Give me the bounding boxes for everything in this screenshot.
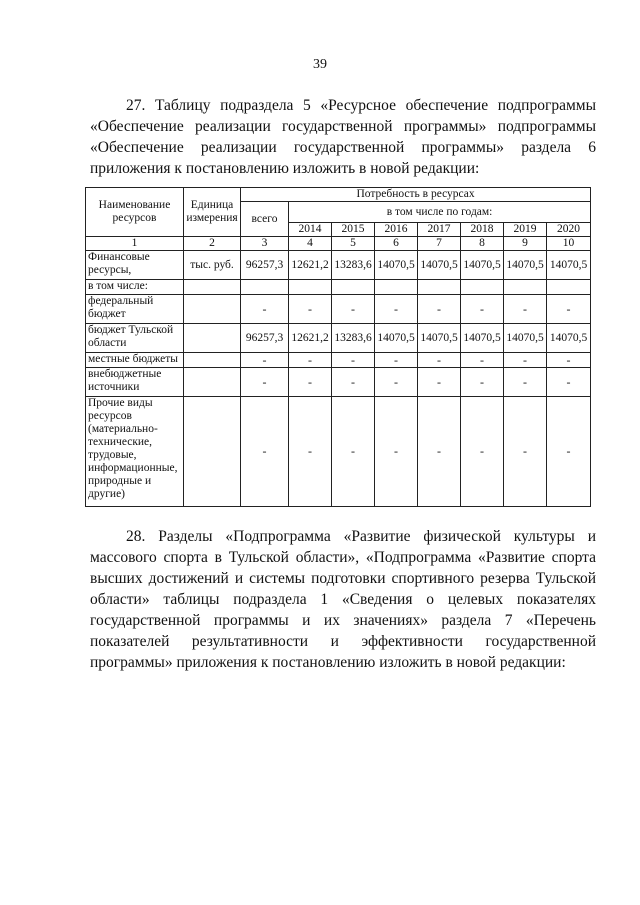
row-name: внебюджетные источники [86, 368, 184, 397]
row-value: - [289, 368, 332, 397]
row-value: - [332, 295, 375, 324]
column-number: 5 [332, 237, 375, 251]
row-value: 14070,5 [504, 324, 547, 353]
column-number: 9 [504, 237, 547, 251]
column-number: 3 [241, 237, 289, 251]
row-value: 96257,3 [241, 251, 289, 280]
header-name: Наименование ресурсов [86, 188, 184, 237]
header-need: Потребность в ресурсах [241, 188, 591, 202]
paragraph-line: области» таблицы подраздела 1 «Сведения о целевых показателях [90, 591, 596, 608]
row-value: - [241, 353, 289, 368]
paragraph-line: показателей результативности и эффективности государственной [90, 633, 596, 650]
row-value: - [289, 295, 332, 324]
row-value [241, 280, 289, 295]
header-total: всего [241, 202, 289, 237]
paragraph-line: «Обеспечение реализации государственной программы» подпрограммы [90, 118, 596, 135]
row-value: 14070,5 [461, 251, 504, 280]
header-year: 2019 [504, 223, 547, 237]
header-year: 2020 [547, 223, 591, 237]
row-value: - [504, 397, 547, 507]
row-name: в том числе: [86, 280, 184, 295]
row-value: - [418, 368, 461, 397]
table-row [86, 324, 591, 353]
table-row [86, 397, 591, 507]
row-value: - [375, 397, 418, 507]
resource-table [85, 187, 591, 507]
row-value: 12621,2 [289, 251, 332, 280]
page-number: 39 [313, 57, 327, 72]
row-value: - [547, 368, 591, 397]
row-value: - [461, 353, 504, 368]
column-number: 10 [547, 237, 591, 251]
column-number-row [86, 237, 591, 251]
row-value: 13283,6 [332, 251, 375, 280]
row-value: - [418, 353, 461, 368]
table-row [86, 280, 591, 295]
row-value: - [418, 295, 461, 324]
paragraph-line: «Обеспечение реализации государственной программы» раздела 6 [90, 139, 596, 156]
paragraph-line: высших достижений и системы подготовки спортивного резерва Тульской [90, 570, 596, 587]
row-name: федеральный бюджет [86, 295, 184, 324]
row-value: - [289, 397, 332, 507]
row-unit: тыс. руб. [184, 251, 241, 280]
row-value: - [375, 353, 418, 368]
table-row [86, 368, 591, 397]
row-value [332, 280, 375, 295]
row-value: 12621,2 [289, 324, 332, 353]
header-year: 2015 [332, 223, 375, 237]
row-value: - [375, 295, 418, 324]
row-unit [184, 353, 241, 368]
paragraph-line: приложения к постановлению изложить в новой редакции: [90, 160, 480, 177]
row-value: - [504, 368, 547, 397]
row-value: - [241, 368, 289, 397]
row-value: 14070,5 [418, 324, 461, 353]
row-value [461, 280, 504, 295]
row-name: Финансовые ресурсы, [86, 251, 184, 280]
column-number: 2 [184, 237, 241, 251]
row-value: - [332, 397, 375, 507]
table-row [86, 295, 591, 324]
row-value: 14070,5 [547, 251, 591, 280]
paragraph-line: массового спорта в Тульской области», «Подпрограмма «Развитие спорта [90, 549, 596, 566]
header-by-years: в том числе по годам: [289, 202, 591, 223]
row-value: - [504, 295, 547, 324]
table-row [86, 251, 591, 280]
paragraph-line: 28. Разделы «Подпрограмма «Развитие физической культуры и [126, 528, 596, 545]
row-value: - [461, 397, 504, 507]
row-name: местные бюджеты [86, 353, 184, 368]
row-value: - [547, 397, 591, 507]
paragraph-28 [90, 526, 596, 673]
row-value: 14070,5 [547, 324, 591, 353]
row-value: - [241, 295, 289, 324]
row-value: 14070,5 [418, 251, 461, 280]
row-value [375, 280, 418, 295]
row-value: 14070,5 [375, 251, 418, 280]
row-unit [184, 368, 241, 397]
column-number: 8 [461, 237, 504, 251]
row-value: - [289, 353, 332, 368]
row-value: 96257,3 [241, 324, 289, 353]
row-value: - [504, 353, 547, 368]
header-year: 2014 [289, 223, 332, 237]
row-value [289, 280, 332, 295]
row-value: - [547, 353, 591, 368]
row-unit [184, 397, 241, 507]
row-value: - [241, 397, 289, 507]
row-value: - [547, 295, 591, 324]
header-unit: Единица измерения [184, 188, 241, 237]
header-year: 2017 [418, 223, 461, 237]
row-value: 13283,6 [332, 324, 375, 353]
paragraph-line: государственной программы и их значениях» раздела 7 «Перечень [90, 612, 596, 629]
paragraph-line: программы» приложения к постановлению изложить в новой редакции: [90, 654, 566, 671]
column-number: 1 [86, 237, 184, 251]
row-value: - [461, 295, 504, 324]
column-number: 7 [418, 237, 461, 251]
table-row [86, 353, 591, 368]
row-value: 14070,5 [461, 324, 504, 353]
row-name: бюджет Тульской области [86, 324, 184, 353]
column-number: 4 [289, 237, 332, 251]
row-value [547, 280, 591, 295]
header-year: 2016 [375, 223, 418, 237]
row-value [504, 280, 547, 295]
row-value: - [461, 368, 504, 397]
row-value: - [332, 353, 375, 368]
row-value: - [418, 397, 461, 507]
paragraph-27 [90, 95, 596, 179]
row-unit [184, 295, 241, 324]
column-number: 6 [375, 237, 418, 251]
header-year: 2018 [461, 223, 504, 237]
row-value: 14070,5 [504, 251, 547, 280]
row-value: - [375, 368, 418, 397]
row-value [418, 280, 461, 295]
row-name: Прочие виды ресурсов (материально-технические, трудовые, информационные, природные и другие) [86, 397, 184, 507]
row-value: - [332, 368, 375, 397]
row-unit [184, 280, 241, 295]
paragraph-line: 27. Таблицу подраздела 5 «Ресурсное обеспечение подпрограммы [126, 97, 596, 114]
row-value: 14070,5 [375, 324, 418, 353]
row-unit [184, 324, 241, 353]
